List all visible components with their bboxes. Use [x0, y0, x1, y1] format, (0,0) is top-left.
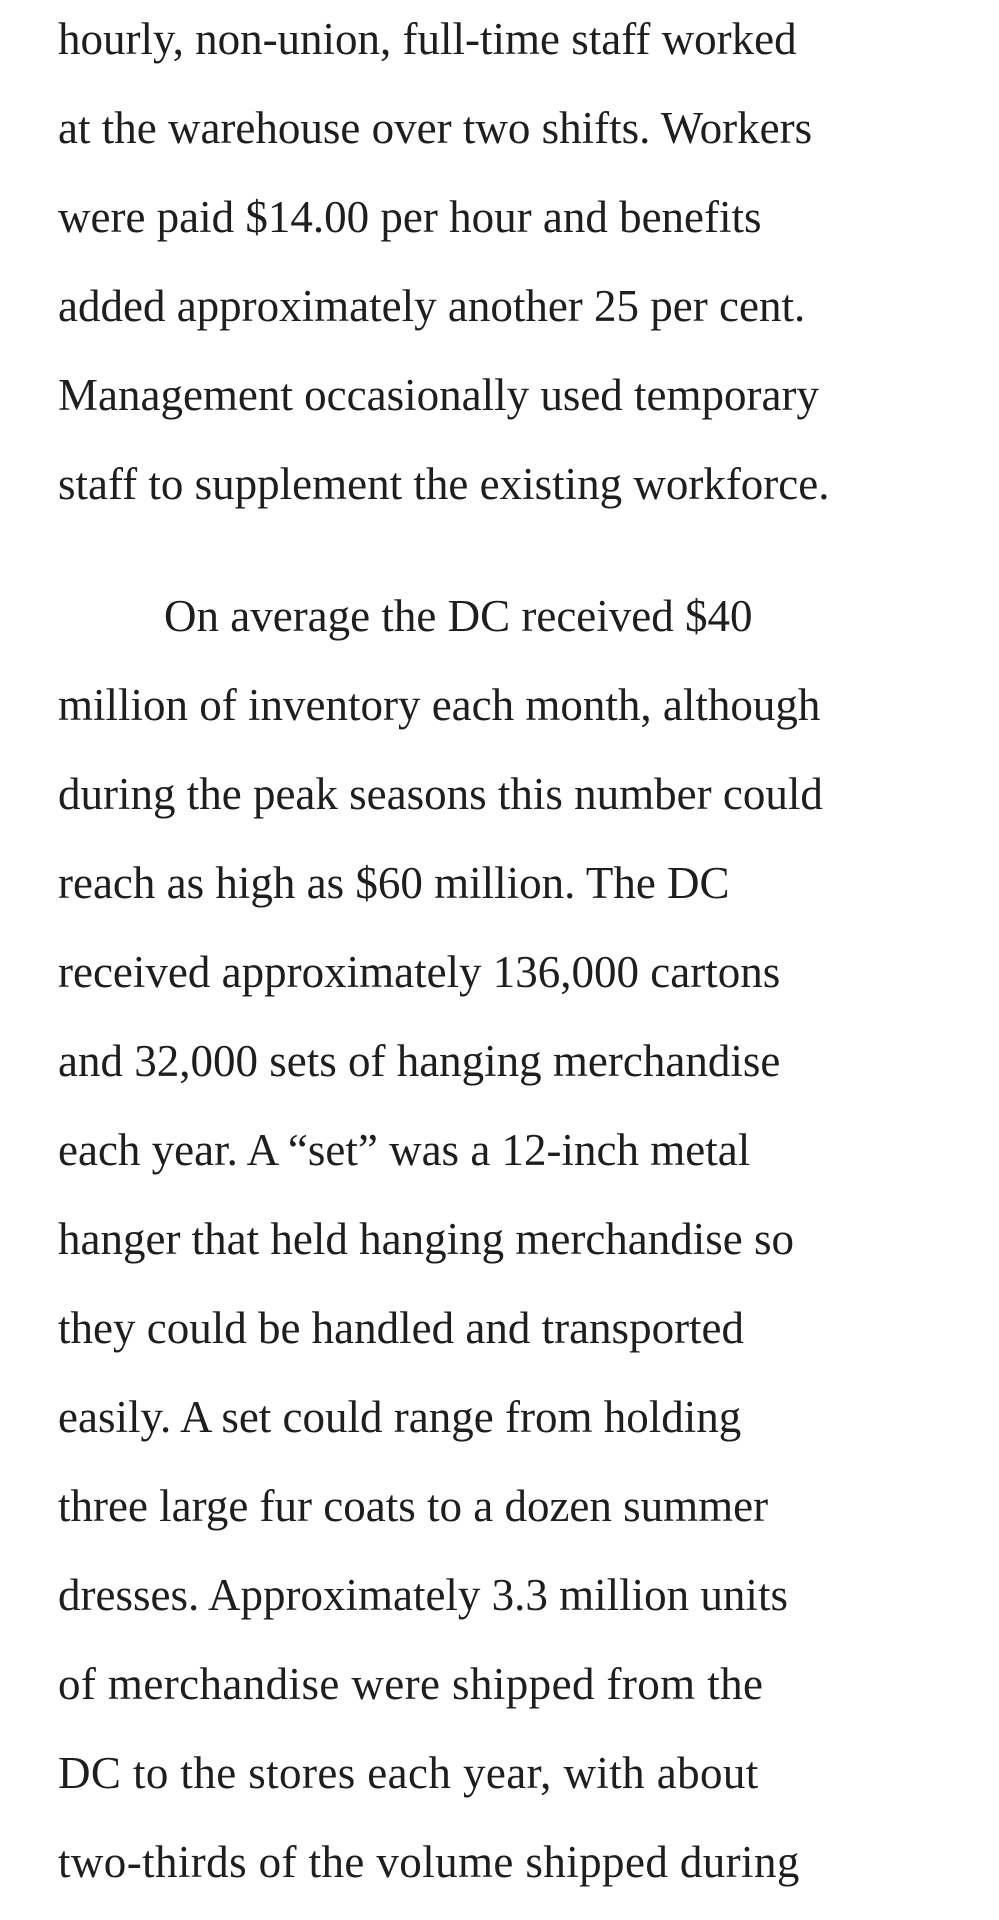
- text-line: were paid $14.00 per hour and benefits: [58, 192, 762, 242]
- text-line: DC to the stores each year, with about: [58, 1748, 759, 1798]
- text-line: reach as high as $60 million. The DC: [58, 858, 730, 908]
- text-line: dresses. Approximately 3.3 million units: [58, 1570, 788, 1620]
- text-line: On average the DC received $40: [164, 591, 753, 641]
- text-line: and 32,000 sets of hanging merchandise: [58, 1036, 781, 1086]
- text-line: at the warehouse over two shifts. Workers: [58, 103, 813, 153]
- text-line: million of inventory each month, although: [58, 680, 821, 730]
- text-line: staff to supplement the existing workforce.: [58, 459, 830, 509]
- text-line: two-thirds of the volume shipped during: [58, 1837, 800, 1887]
- text-line: easily. A set could range from holding: [58, 1392, 742, 1442]
- text-line: Management occasionally used temporary: [58, 370, 819, 420]
- text-line: of merchandise were shipped from the: [58, 1659, 764, 1709]
- text-line: hanger that held hanging merchandise so: [58, 1214, 795, 1264]
- text-line: received approximately 136,000 cartons: [58, 947, 781, 997]
- text-line: added approximately another 25 per cent.: [58, 281, 806, 331]
- text-line: during the peak seasons this number could: [58, 769, 823, 819]
- text-line: hourly, non-union, full-time staff worked: [58, 14, 797, 64]
- text-line: they could be handled and transported: [58, 1303, 745, 1353]
- text-line: each year. A “set” was a 12-inch metal: [58, 1125, 751, 1175]
- text-line: three large fur coats to a dozen summer: [58, 1481, 769, 1531]
